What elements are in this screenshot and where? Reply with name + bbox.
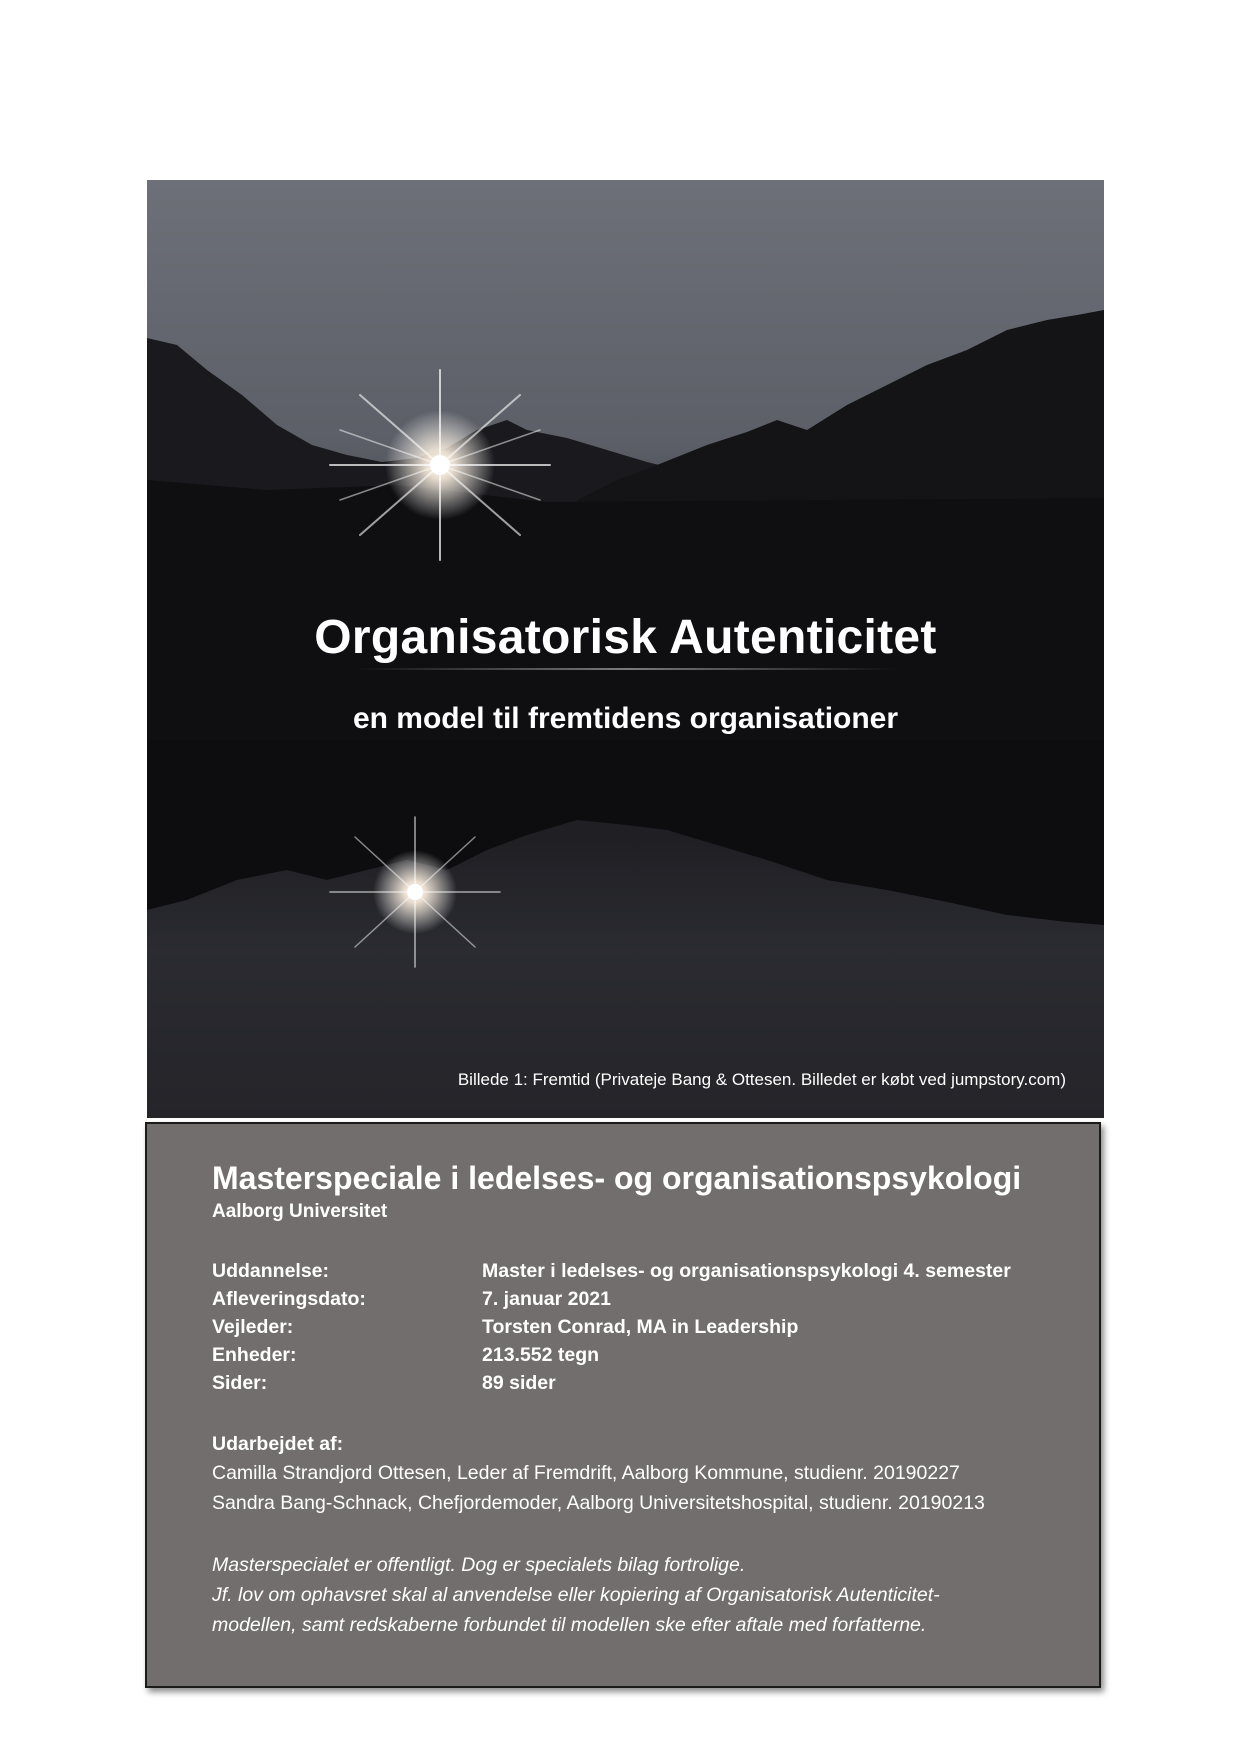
meta-row-sider [212,1369,1079,1397]
image-caption: Billede 1: Fremtid (Privateje Bang & Ottesen. Billedet er købt ved jumpstory.com) [457,1070,1066,1089]
info-box [145,1122,1101,1688]
meta-value: Master i ledelses- og organisationspsykologi 4. semester [482,1260,1011,1282]
author-2: Sandra Bang-Schnack, Chefjordemoder, Aalborg Universitetshospital, studienr. 20190213 [212,1492,985,1514]
cover-image [147,180,1104,1118]
meta-value: Torsten Conrad, MA in Leadership [482,1316,799,1338]
meta-label: Vejleder: [212,1316,294,1338]
author-1: Camilla Strandjord Ottesen, Leder af Fremdrift, Aalborg Kommune, studienr. 20190227 [212,1462,960,1484]
authors-label: Udarbejdet af: [212,1433,344,1455]
note-line-2: Jf. lov om ophavsret skal al anvendelse eller kopiering af Organisatorisk Autenticitet- [212,1584,940,1606]
meta-value: 7. januar 2021 [482,1288,611,1310]
meta-row-enheder [212,1341,1079,1369]
metadata-list [212,1257,1079,1397]
thesis-heading: Masterspeciale i ledelses- og organisationspsykologi [212,1160,1022,1196]
university-name: Aalborg Universitet [212,1201,388,1222]
note-line-1: Masterspecialet er offentligt. Dog er specialets bilag fortrolige. [212,1554,746,1576]
meta-row-vejleder [212,1313,1079,1341]
meta-label: Uddannelse: [212,1260,330,1282]
info-content [212,1158,1079,1640]
meta-label: Sider: [212,1372,268,1394]
document-title: Organisatorisk Autenticitet [314,611,937,664]
meta-value: 213.552 tegn [482,1344,600,1366]
meta-label: Enheder: [212,1344,297,1366]
meta-row-afleveringsdato [212,1285,1079,1313]
meta-value: 89 sider [482,1372,556,1394]
document-subtitle: en model til fremtidens organisationer [352,702,899,735]
meta-row-uddannelse [212,1257,1079,1285]
title-divider [357,668,897,670]
meta-label: Afleveringsdato: [212,1288,366,1310]
note-line-3: modellen, samt redskaberne forbundet til modellen ske efter aftale med forfatterne. [212,1614,927,1636]
confidentiality-note [212,1550,1079,1640]
